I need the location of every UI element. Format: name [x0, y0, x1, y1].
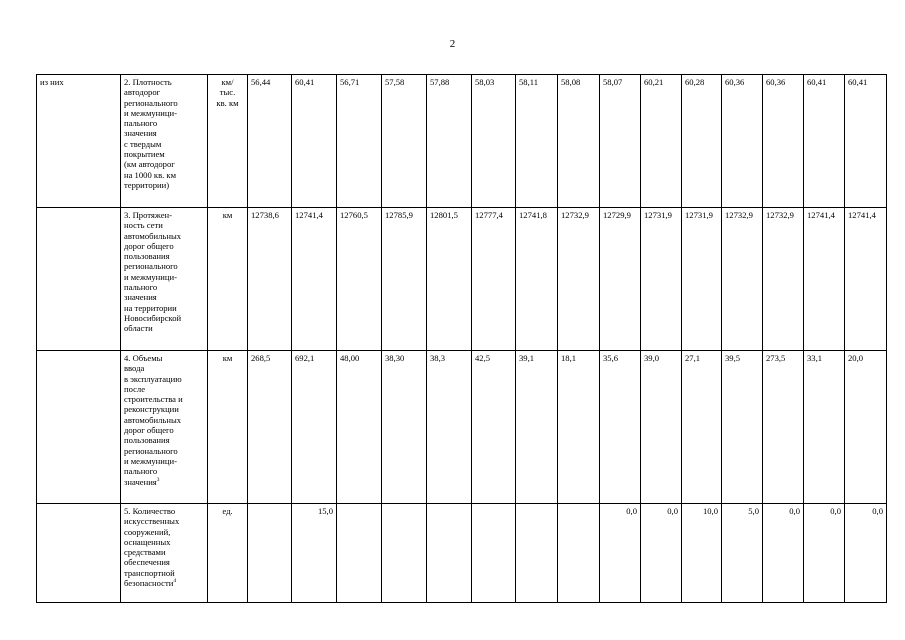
section-cell [37, 351, 121, 504]
value-cell: 60,41 [804, 75, 845, 208]
indicator-cell [121, 351, 208, 504]
value-cell: 12738,6 [248, 208, 292, 351]
unit-cell: ед. [208, 504, 248, 603]
value-cell: 18,1 [558, 351, 600, 504]
value-cell: 268,5 [248, 351, 292, 504]
value-cell: 56,44 [248, 75, 292, 208]
value-cell: 58,08 [558, 75, 600, 208]
indicator-label: 3. Протяжен- ность сети автомобильных дорог общего пользования регионального и межмуници- пального значения на территории Новосибирской области [124, 210, 182, 334]
value-cell: 0,0 [600, 504, 641, 603]
table-row [37, 75, 887, 208]
value-cell: 10,0 [682, 504, 722, 603]
value-cell: 12785,9 [382, 208, 427, 351]
unit-cell: км/ тыс. кв. км [208, 75, 248, 208]
value-cell: 12732,9 [558, 208, 600, 351]
value-cell: 33,1 [804, 351, 845, 504]
value-cell: 57,88 [427, 75, 472, 208]
value-cell: 58,11 [516, 75, 558, 208]
value-cell: 39,1 [516, 351, 558, 504]
value-cell: 12732,9 [722, 208, 763, 351]
value-cell: 12741,4 [292, 208, 337, 351]
value-cell: 0,0 [845, 504, 887, 603]
value-cell [248, 504, 292, 603]
section-cell: из них [37, 75, 121, 208]
value-cell: 20,0 [845, 351, 887, 504]
unit-cell: км [208, 208, 248, 351]
indicator-label: 5. Количество искусственных сооружений, оснащенных средствами обеспечения транспортной безопасности$^4$ [124, 506, 180, 589]
indicator-cell [121, 208, 208, 351]
value-cell [382, 504, 427, 603]
value-cell: 39,5 [722, 351, 763, 504]
value-cell: 27,1 [682, 351, 722, 504]
table-row [37, 208, 887, 351]
value-cell: 273,5 [763, 351, 804, 504]
value-cell: 12741,4 [804, 208, 845, 351]
value-cell: 12741,4 [845, 208, 887, 351]
value-cell: 38,3 [427, 351, 472, 504]
value-cell: 57,58 [382, 75, 427, 208]
value-cell: 35,6 [600, 351, 641, 504]
value-cell: 39,0 [641, 351, 682, 504]
value-cell: 0,0 [804, 504, 845, 603]
value-cell [472, 504, 516, 603]
value-cell: 12760,5 [337, 208, 382, 351]
value-cell: 0,0 [641, 504, 682, 603]
value-cell: 12731,9 [641, 208, 682, 351]
value-cell: 12741,8 [516, 208, 558, 351]
section-cell [37, 504, 121, 603]
page-number: 2 [449, 38, 456, 50]
value-cell: 0,0 [763, 504, 804, 603]
value-cell: 56,71 [337, 75, 382, 208]
value-cell: 42,5 [472, 351, 516, 504]
indicator-label: 2. Плотность автодорог регионального и межмуници- пального значения с твердым покрытием (км автодорог на 1000 кв. км территории) [124, 77, 178, 190]
value-cell: 692,1 [292, 351, 337, 504]
value-cell: 60,36 [763, 75, 804, 208]
value-cell: 60,41 [845, 75, 887, 208]
value-cell: 12801,5 [427, 208, 472, 351]
value-cell: 12729,9 [600, 208, 641, 351]
value-cell: 58,07 [600, 75, 641, 208]
value-cell: 48,00 [337, 351, 382, 504]
value-cell: 58,03 [472, 75, 516, 208]
value-cell: 38,30 [382, 351, 427, 504]
value-cell: 60,21 [641, 75, 682, 208]
unit-cell: км [208, 351, 248, 504]
value-cell: 12732,9 [763, 208, 804, 351]
value-cell [558, 504, 600, 603]
value-cell: 60,28 [682, 75, 722, 208]
value-cell [427, 504, 472, 603]
section-cell [37, 208, 121, 351]
value-cell: 12731,9 [682, 208, 722, 351]
footnote-marker: 4 [173, 578, 177, 585]
value-cell [337, 504, 382, 603]
indicator-cell [121, 75, 208, 208]
indicator-label: 4. Объемы ввода в эксплуатацию после строительства и реконструкции автомобильных дорог общего пользования регионального и межмуници- пального значения$^3$ [124, 353, 183, 487]
table-row [37, 504, 887, 603]
indicator-cell [121, 504, 208, 603]
value-cell: 15,0 [292, 504, 337, 603]
value-cell: 5,0 [722, 504, 763, 603]
table-row [37, 351, 887, 504]
indicators-table [36, 74, 887, 603]
footnote-marker: 3 [156, 476, 160, 483]
value-cell [516, 504, 558, 603]
value-cell: 12777,4 [472, 208, 516, 351]
value-cell: 60,36 [722, 75, 763, 208]
value-cell: 60,41 [292, 75, 337, 208]
